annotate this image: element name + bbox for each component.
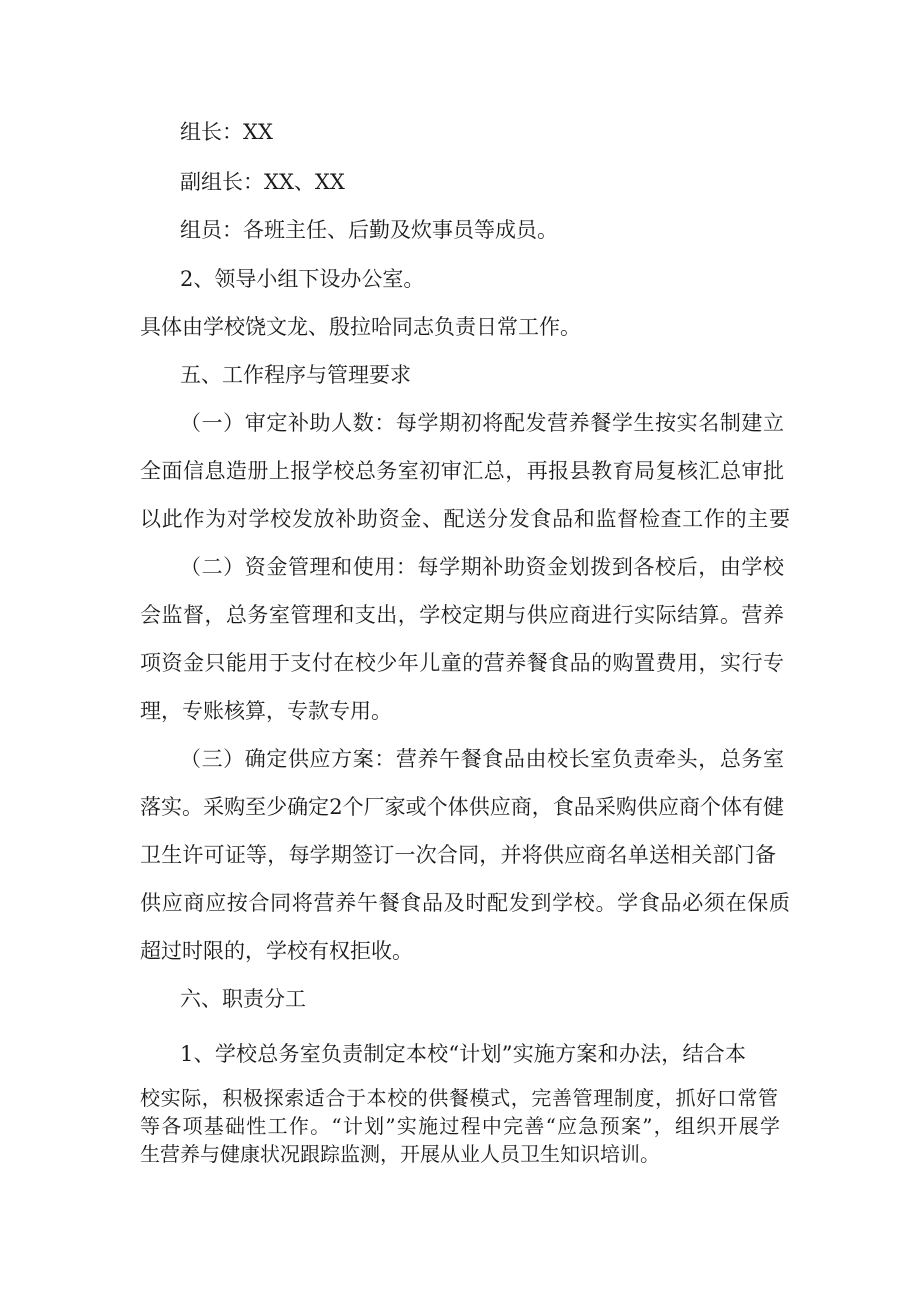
paragraph-four-line-2: 校实际，积极探索适合于本校的供餐模式，完善管理制度，抓好口常管 xyxy=(140,1086,778,1110)
office-setup-line: 2、领导小组下设办公室。 xyxy=(180,267,425,291)
paragraph-three-line-4: 供应商应按合同将营养午餐食品及时配发到学校。学食品必须在保质 xyxy=(140,891,790,915)
paragraph-two-line-3: 项资金只能用于支付在校少年儿童的营养餐食品的购置费用，实行专 xyxy=(140,651,784,675)
paragraph-two-line-2: 会监督，总务室管理和支出，学校定期与供应商进行实际结算。营养 xyxy=(140,603,784,627)
paragraph-three-line-5: 超过时限的，学校有权拒收。 xyxy=(140,939,413,963)
deputy-leader-line: 副组长：XX、XX xyxy=(180,170,345,194)
team-leader-line: 组长：XX xyxy=(180,120,273,144)
members-line: 组员：各班主任、后勤及炊事员等成员。 xyxy=(180,218,558,242)
section-six-heading: 六、职责分工 xyxy=(180,987,306,1011)
paragraph-three-line-1: （三）确定供应方案：营养午餐食品由校长室负责牵头，总务室 xyxy=(180,747,784,771)
paragraph-one-line-1: （一）审定补助人数：每学期初将配发营养餐学生按实名制建立 xyxy=(180,411,784,435)
paragraph-two-line-4: 理，专账核算，专款专用。 xyxy=(140,699,392,723)
daily-work-line: 具体由学校饶文龙、殷拉哈同志负责日常工作。 xyxy=(140,315,581,339)
paragraph-three-line-3: 卫生许可证等，每学期签订一次合同，并将供应商名单送相关部门备 xyxy=(140,843,776,867)
paragraph-four-line-4: 生营养与健康状况跟踪监测，开展从业人员卫生知识培训。 xyxy=(140,1142,660,1166)
paragraph-four-line-1: 1、学校总务室负责制定本校“计划”实施方案和办法，结合本 xyxy=(180,1042,746,1066)
section-five-heading: 五、工作程序与管理要求 xyxy=(180,363,411,387)
paragraph-two-line-1: （二）资金管理和使用：每学期补助资金划拨到各校后，由学校 xyxy=(180,555,784,579)
paragraph-three-line-2: 落实。采购至少确定2个厂家或个体供应商，食品采购供应商个体有健 xyxy=(140,795,784,819)
paragraph-one-line-2: 全面信息造册上报学校总务室初审汇总，再报县教育局复核汇总审批 xyxy=(140,459,784,483)
paragraph-one-line-3: 以此作为对学校发放补助资金、配送分发食品和监督检查工作的主要 xyxy=(140,507,790,531)
paragraph-four-line-3: 等各项基础性工作。“计划”实施过程中完善“应急预案”，组织开展学 xyxy=(140,1114,780,1138)
